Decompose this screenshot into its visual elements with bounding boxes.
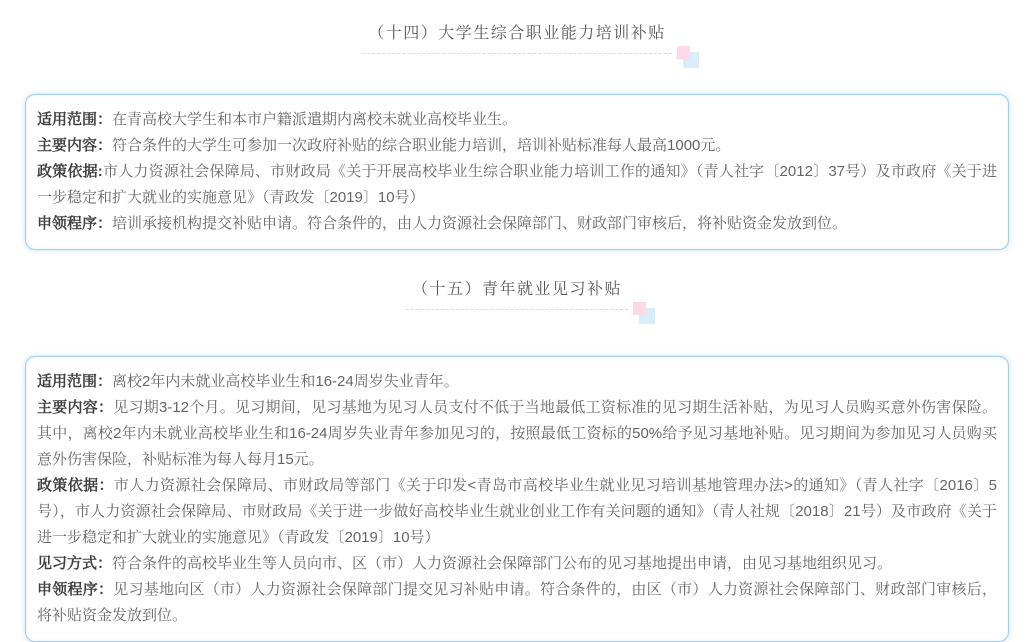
section-15-title-row — [0, 276, 1034, 310]
policy-label: 见习方式： — [37, 555, 113, 572]
section-title-text: （十四）大学生综合职业能力培训补贴 — [368, 25, 666, 42]
policy-text: 市人力资源社会保障局、市财政局等部门《关于印发<青岛市高校毕业生就业见习培训基地管理办法>的通知》（青人社字〔2016〕5号），市人力资源社会保障局、市财政局《关于进一步做好高校毕业生就业创业工作有关问题的通知》（青人社规〔2018〕21号）及市政府《关于进一步稳定和扩大就业的实施意见》（青政发〔2019〕10号） — [37, 477, 997, 546]
section-14-title — [362, 20, 672, 54]
section-15-info-box — [25, 356, 1009, 642]
policy-row-content — [37, 133, 997, 159]
policy-label: 适用范围： — [37, 111, 113, 128]
policy-label: 政策依据: — [37, 163, 103, 180]
policy-text: 市人力资源社会保障局、市财政局《关于开展高校毕业生综合职业能力培训工作的通知》（青人社字〔2012〕37号）及市政府《关于进一步稳定和扩大就业的实施意见》（青政发〔2019〕10号） — [37, 163, 998, 206]
policy-text: 符合条件的大学生可参加一次政府补贴的综合职业能力培训，培训补贴标准每人最高1000元。 — [112, 137, 731, 154]
policy-row-procedure — [37, 211, 997, 237]
policy-text: 离校2年内未就业高校毕业生和16-24周岁失业青年。 — [112, 373, 459, 390]
policy-row-content — [37, 395, 997, 473]
decor-square-pink-icon — [677, 46, 690, 59]
policy-text: 培训承接机构提交补贴申请。符合条件的，由人力资源社会保障部门、财政部门审核后，将补贴资金发放到位。 — [112, 215, 848, 232]
policy-label: 申领程序： — [37, 581, 114, 598]
policy-label: 申领程序： — [37, 215, 113, 232]
policy-label: 主要内容： — [37, 137, 113, 154]
policy-text: 在青高校大学生和本市户籍派遣期内离校未就业高校毕业生。 — [112, 111, 518, 128]
policy-row-basis — [37, 473, 997, 551]
section-15-title — [406, 276, 628, 310]
policy-text: 见习基地向区（市）人力资源社会保障部门提交见习补贴申请。符合条件的，由区（市）人力资源社会保障部门、财政部门审核后，将补贴资金发放到位。 — [37, 581, 997, 624]
policy-label: 主要内容： — [37, 399, 114, 416]
policy-row-procedure — [37, 577, 997, 629]
policy-label: 政策依据： — [37, 477, 114, 494]
policy-text: 见习期3-12个月。见习期间，见习基地为见习人员支付不低于当地最低工资标准的见习期生活补贴，为见习人员购买意外伤害保险。其中，离校2年内未就业高校毕业生和16-24周岁失业青年参加见习的，按照最低工资标的50%给予见习基地补贴。见习期间为参加见习人员购买意外伤害保险，补贴标准为每人每月15元。 — [37, 399, 997, 468]
policy-row-method — [37, 551, 997, 577]
policy-label: 适用范围： — [37, 373, 113, 390]
section-title-text: （十五）青年就业见习补贴 — [411, 281, 622, 298]
policy-row-basis — [37, 159, 997, 211]
section-14-title-row — [0, 20, 1034, 54]
decor-square-pink-icon — [633, 302, 646, 315]
section-14-info-box — [25, 94, 1009, 250]
policy-row-scope — [37, 107, 997, 133]
policy-text: 符合条件的高校毕业生等人员向市、区（市）人力资源社会保障部门公布的见习基地提出申请，由见习基地组织见习。 — [112, 555, 893, 572]
policy-row-scope — [37, 369, 997, 395]
